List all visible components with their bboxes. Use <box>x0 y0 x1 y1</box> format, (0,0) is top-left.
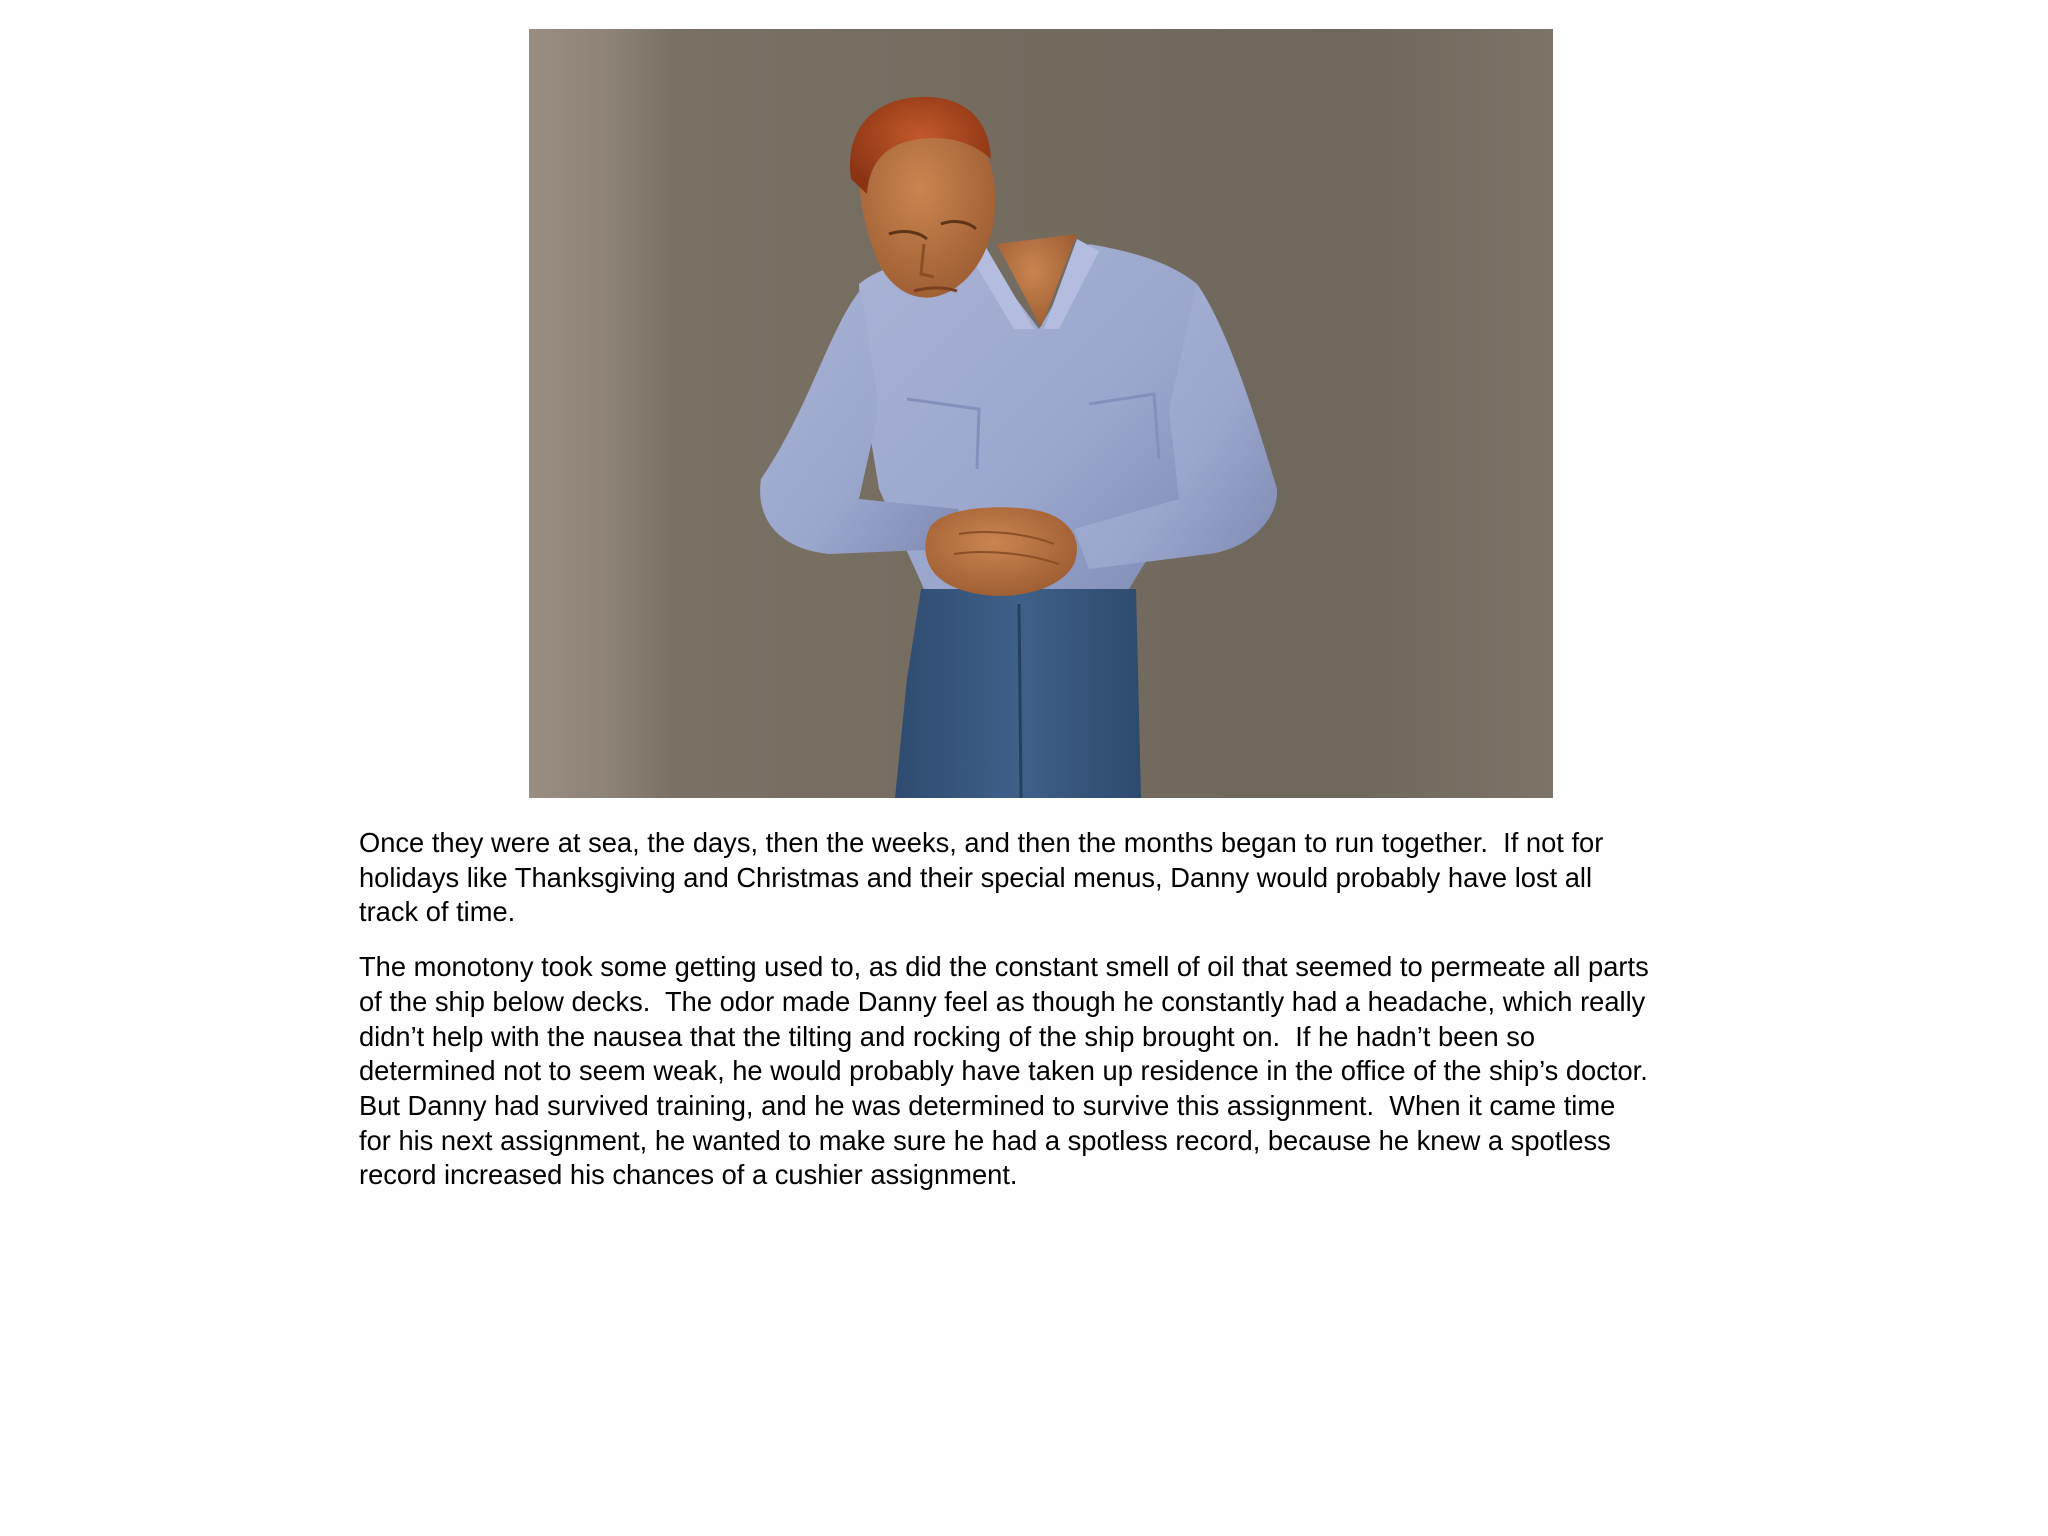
paragraph-line: for his next assignment, he wanted to make sure he had a spotless record, because he knew a spotless <box>359 1124 1611 1156</box>
hands <box>925 507 1077 596</box>
man-illustration <box>529 29 1553 798</box>
story-illustration <box>529 29 1553 798</box>
paragraph-line: track of time. <box>359 896 516 928</box>
paragraph-line: holidays like Thanksgiving and Christmas and their special menus, Danny would probably have lost all <box>359 861 1593 893</box>
story-text <box>359 826 1724 1213</box>
paragraph-1 <box>359 826 1724 930</box>
paragraph-line: determined not to seem weak, he would probably have taken up residence in the office of the ship’s doctor. <box>359 1055 1648 1087</box>
paragraph-2 <box>359 950 1724 1193</box>
paragraph-line: But Danny had survived training, and he was determined to survive this assignment. When it came time <box>359 1089 1616 1121</box>
paragraph-line: didn’t help with the nausea that the tilting and rocking of the ship brought on. If he hadn’t been so <box>359 1020 1536 1052</box>
paragraph-line: The monotony took some getting used to, as did the constant smell of oil that seemed to permeate all parts <box>359 951 1649 983</box>
paragraph-line: Once they were at sea, the days, then the weeks, and then the months began to run together. If not for <box>359 827 1604 858</box>
paragraph-line: of the ship below decks. The odor made Danny feel as though he constantly had a headache, which really <box>359 985 1646 1017</box>
paragraph-line: record increased his chances of a cushier assignment. <box>359 1159 1018 1191</box>
